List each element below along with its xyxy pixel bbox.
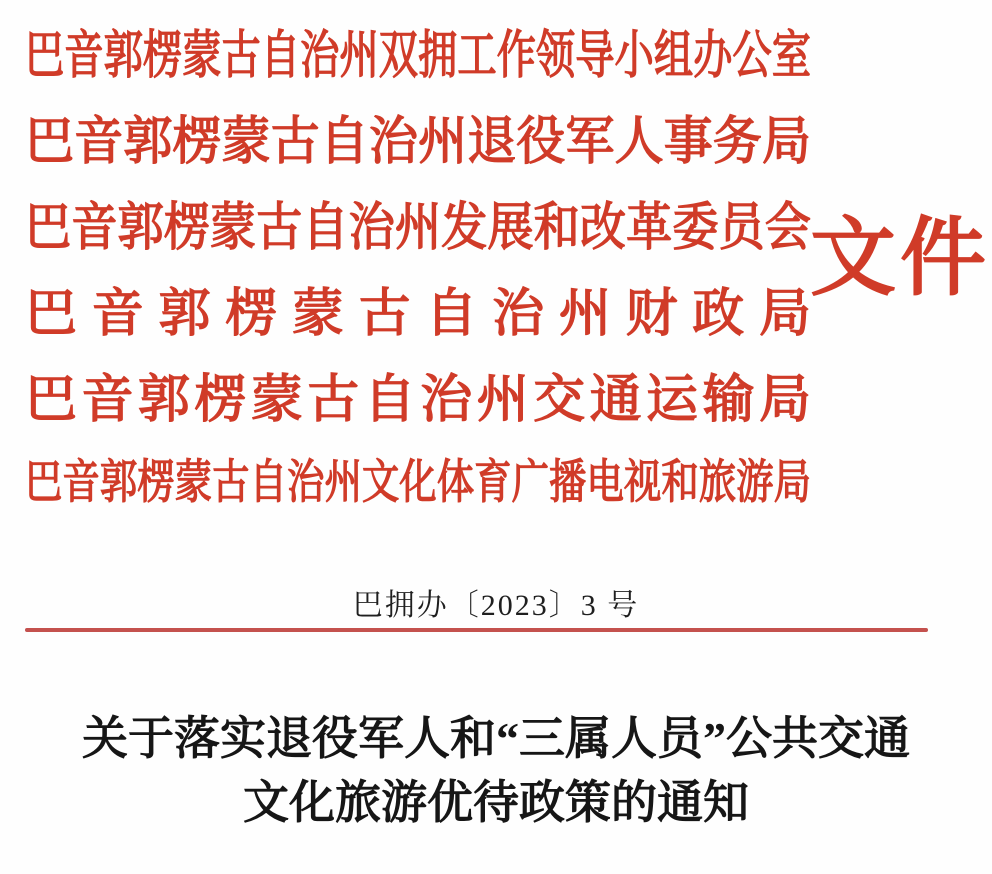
- document-reference-number: 巴拥办〔2023〕3 号: [352, 589, 640, 622]
- document-title-line: 关于落实退役军人和“三属人员”公共交通: [82, 713, 910, 764]
- document-title-line: 文化旅游优待政策的通知: [243, 777, 749, 828]
- issuing-agency-line: [25, 28, 811, 86]
- issuing-agency-text: 巴音郭楞蒙古自治州双拥工作领导小组办公室: [25, 28, 812, 85]
- issuing-agency-text: 巴音郭楞蒙古自治州退役军人事务局: [25, 114, 812, 171]
- issuing-agency-text: 巴音郭楞蒙古自治州财政局: [25, 286, 826, 343]
- issuing-agency-line: [25, 286, 826, 344]
- issuing-agency-line: [25, 372, 816, 430]
- issuing-agency-text: 巴音郭楞蒙古自治州发展和改革委员会: [25, 200, 811, 257]
- issuing-agency-line: [25, 200, 811, 258]
- issuing-agency-line: [25, 114, 811, 172]
- issuing-agency-line: [25, 454, 811, 512]
- issuing-agency-text: 巴音郭楞蒙古自治州文化体育广播电视和旅游局: [25, 457, 812, 509]
- issuing-agency-text: 巴音郭楞蒙古自治州交通运输局: [25, 372, 816, 429]
- red-divider-rule: [25, 628, 928, 632]
- document-type-label: 文件: [810, 210, 990, 306]
